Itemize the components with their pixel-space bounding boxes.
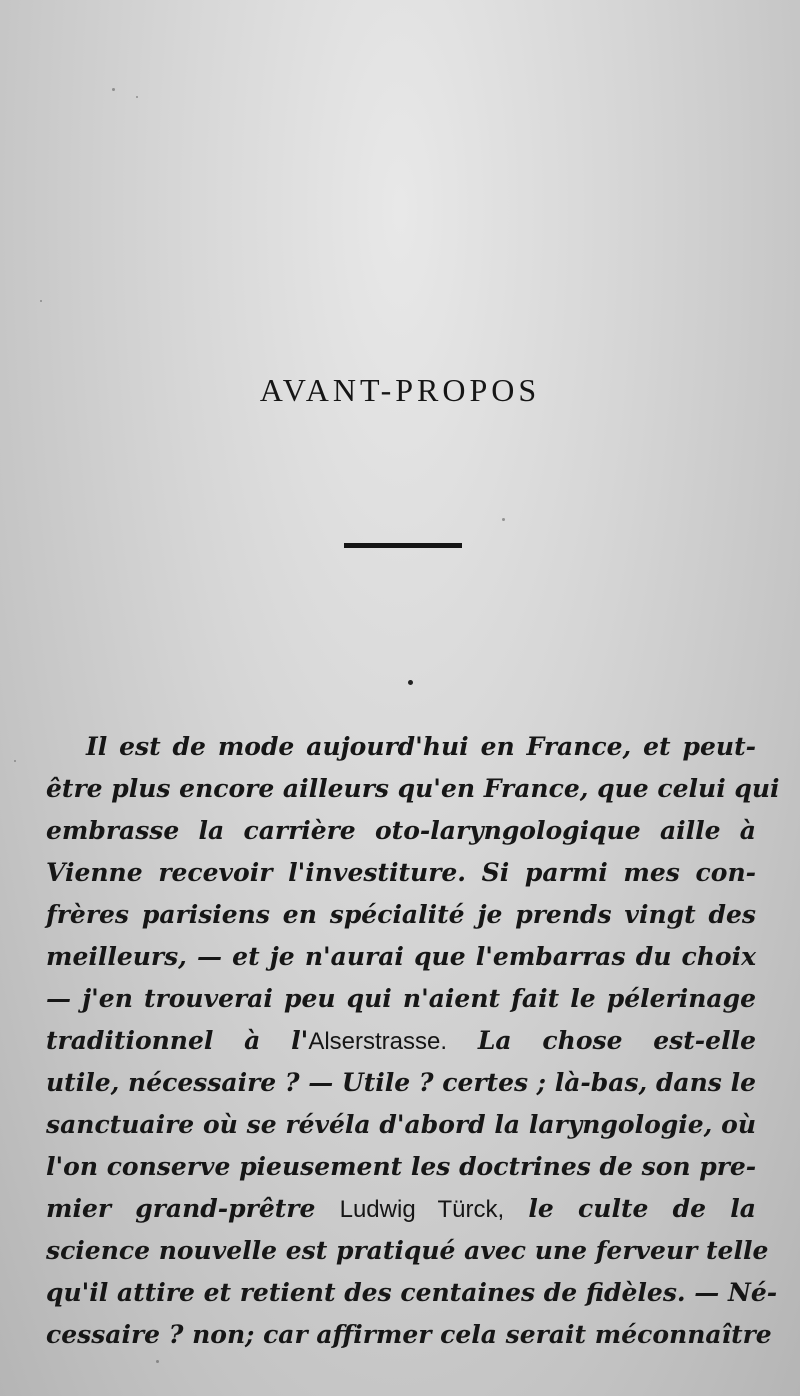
italic-text-run: Vienne recevoir l'investiture. Si parmi mes con- — [46, 858, 756, 887]
heading-rule — [344, 543, 462, 548]
italic-text-run: La chose est-elle — [447, 1026, 756, 1055]
text-line — [46, 936, 756, 978]
italic-text-run: cessaire ? non; car affirmer cela serait méconnaître — [46, 1320, 772, 1349]
italic-text-run: Il est de mode aujourd'hui en France, et peut- — [86, 732, 756, 761]
body-paragraph — [46, 726, 780, 1356]
italic-text-run: traditionnel à l' — [46, 1026, 309, 1055]
roman-text-run: Ludwig Türck, — [339, 1196, 505, 1223]
text-line — [46, 768, 780, 810]
italic-text-run: qu'il attire et retient des centaines de fidèles. — Né- — [46, 1278, 778, 1307]
italic-text-run: l'on conserve pieusement les doctrines de son pre- — [46, 1152, 757, 1181]
italic-text-run: — j'en trouverai peu qui n'aient fait le pélerinage — [46, 984, 756, 1013]
text-line — [46, 1230, 769, 1272]
italic-text-run: mier grand-prêtre — [46, 1194, 340, 1223]
paper-speck — [112, 88, 115, 91]
italic-text-run: utile, nécessaire ? — Utile ? certes ; là-bas, dans le — [46, 1068, 756, 1097]
paper-speck — [136, 96, 138, 98]
text-line — [46, 1314, 772, 1356]
italic-text-run: embrasse la carrière oto-laryngologique aille à — [46, 816, 756, 845]
paper-speck — [40, 300, 42, 302]
italic-text-run: meilleurs, — et je n'aurai que l'embarras du choix — [46, 942, 756, 971]
paper-speck — [14, 760, 16, 762]
italic-text-run: le culte de la — [504, 1194, 756, 1223]
text-line — [46, 852, 756, 894]
text-line — [46, 1272, 778, 1314]
italic-text-run: sanctuaire où se révéla d'abord la laryngologie, où — [46, 1110, 756, 1139]
page-heading: AVANT-PROPOS — [259, 372, 541, 408]
italic-text-run: être plus encore ailleurs qu'en France, que celui qui — [46, 774, 780, 803]
text-line — [46, 894, 756, 936]
paper-speck — [502, 518, 505, 521]
text-line — [46, 810, 756, 852]
paper-speck — [156, 1360, 159, 1363]
italic-text-run: frères parisiens en spécialité je prends vingt des — [46, 900, 756, 929]
text-line — [46, 1188, 756, 1230]
text-line — [46, 978, 756, 1020]
text-line — [46, 1146, 756, 1188]
italic-text-run: science nouvelle est pratiqué avec une ferveur telle — [46, 1236, 769, 1265]
text-line — [46, 1020, 756, 1062]
text-line — [46, 1062, 756, 1104]
text-line — [46, 1104, 756, 1146]
text-line — [46, 726, 756, 768]
roman-text-run: Alserstrasse. — [308, 1028, 448, 1055]
ornament-dot — [408, 680, 413, 685]
